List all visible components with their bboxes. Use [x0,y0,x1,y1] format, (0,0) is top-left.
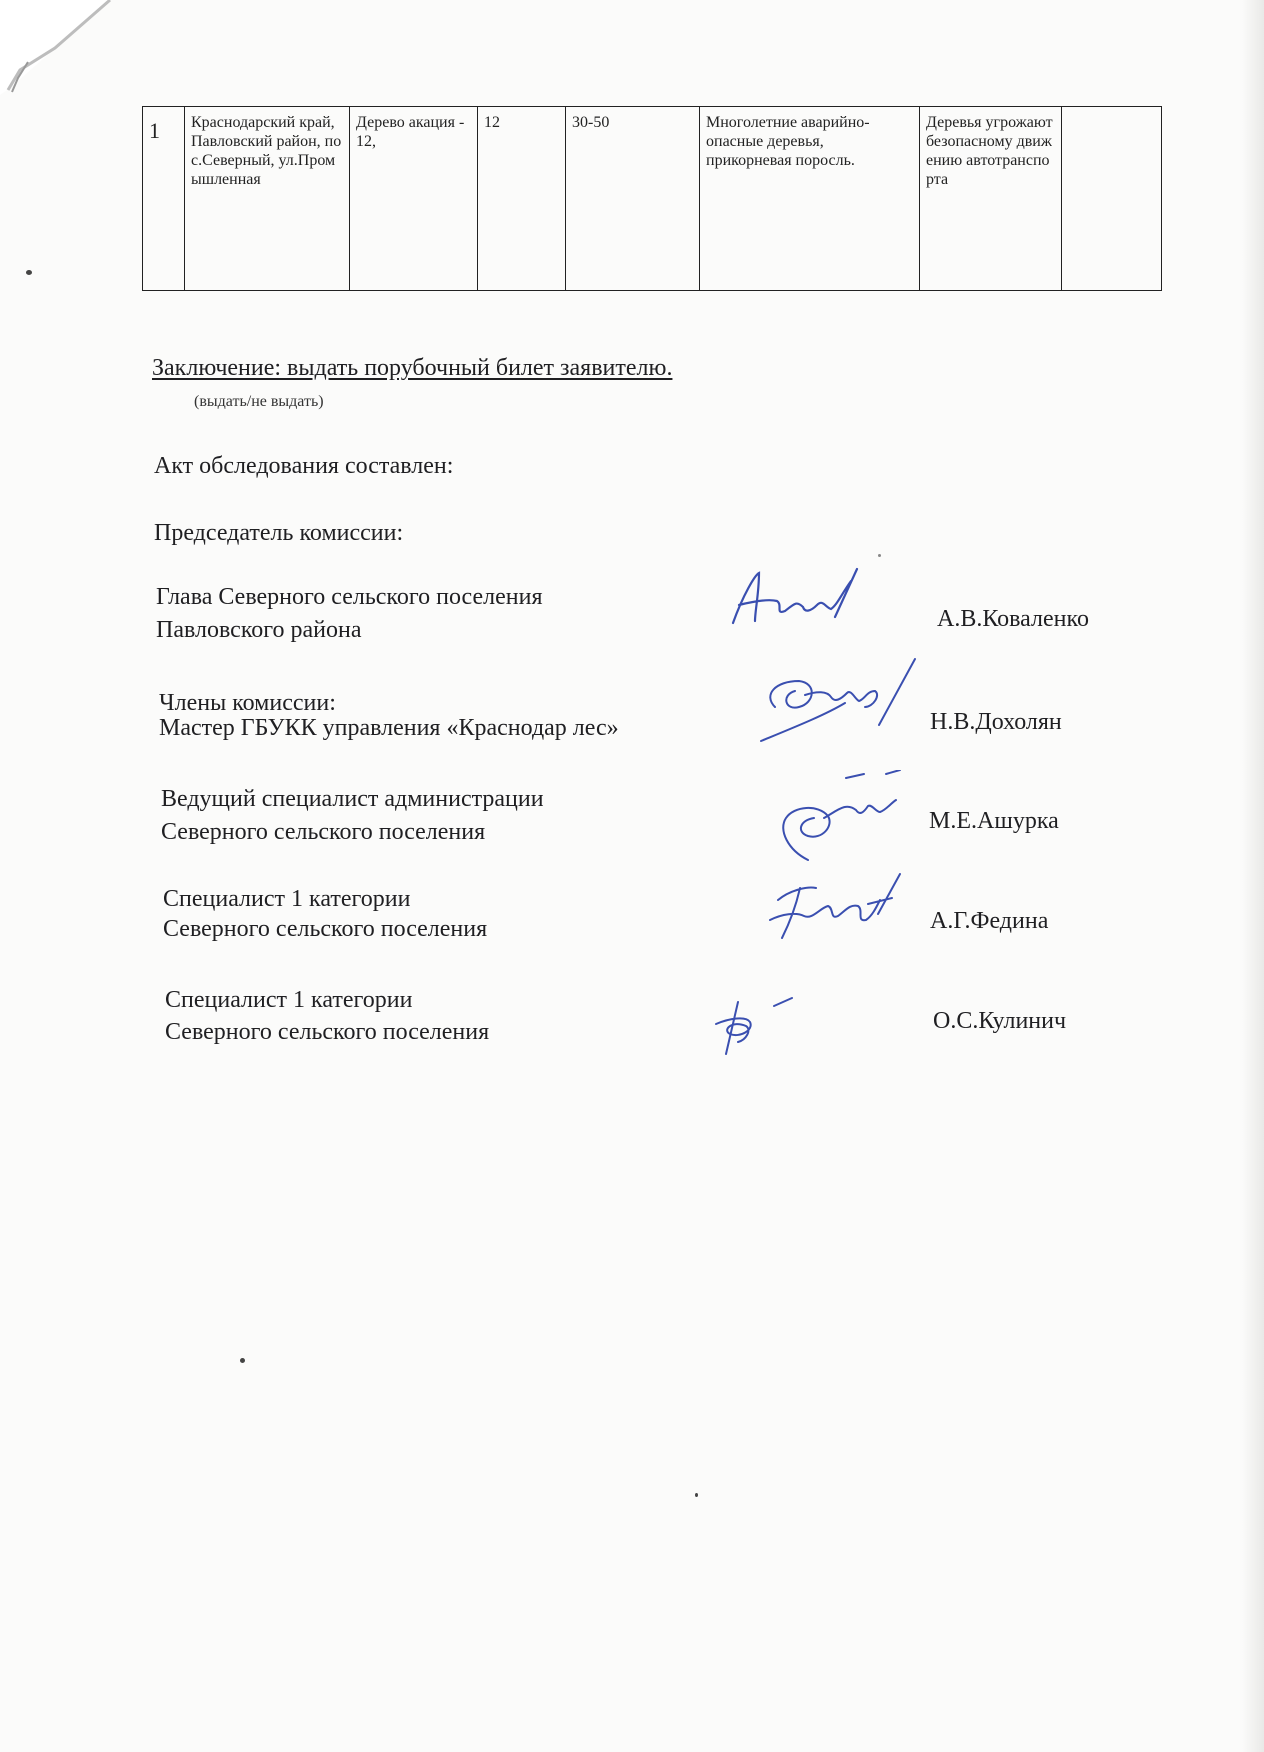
table-row [143,107,1162,291]
member-3-position-line2: Северного сельского поселения [163,916,488,942]
conclusion-hint: (выдать/не выдать) [194,393,324,410]
chairman-name: А.В.Коваленко [937,606,1089,632]
cell-note [1062,107,1162,291]
member-4-position-line1: Специалист 1 категории [165,987,413,1013]
members-label: Члены комиссии: [159,690,336,716]
cell-reason: Деревья угрожают безопасному движению автотранспорта [920,107,1062,291]
cell-diameter: 30-50 [566,107,700,291]
chairman-label: Председатель комиссии: [154,520,404,546]
member-2-position-line1: Ведущий специалист администрации [161,786,544,812]
member-3-position-line1: Специалист 1 категории [163,886,411,912]
signature-member-2 [768,770,908,865]
chairman-position-line2: Павловского района [156,617,362,643]
chairman-position-line1: Глава Северного сельского поселения [156,584,543,610]
signature-member-3 [760,870,905,950]
page-edge-shadow [1242,0,1264,1752]
conclusion-text: Заключение: выдать порубочный билет заявителю. [152,355,673,381]
row-number: 1 [143,107,185,291]
member-2-position-line2: Северного сельского поселения [161,819,486,845]
scan-speck [26,270,32,275]
cell-location [185,107,350,291]
member-2-name: М.Е.Ашурка [929,808,1059,834]
cell-count: 12 [478,107,566,291]
member-1-position-line1: Мастер ГБУКК управления «Краснодар лес» [159,715,619,741]
cell-condition: Многолетние аварийно-опасные деревья, прикорневая поросль. [700,107,920,291]
cell-location-text: Краснодарский край, Павловский район, пос.Северный, ул.Промышленная [191,114,342,188]
member-4-name: О.С.Кулинич [933,1008,1067,1034]
page-corner-fold [0,0,170,110]
cell-species: Дерево акация - 12, [350,107,478,291]
member-1-name: Н.В.Дохолян [930,709,1062,735]
scan-speck [240,1358,245,1363]
member-4-position-line2: Северного сельского поселения [165,1019,490,1045]
inspection-table [142,106,1162,291]
scan-speck [878,554,881,557]
signature-member-1 [755,655,925,750]
scan-speck [695,1493,698,1497]
member-3-name: А.Г.Федина [930,908,1049,934]
signature-chairman [725,565,865,635]
act-compiled-label: Акт обследования составлен: [154,453,454,479]
signature-member-4 [712,990,822,1060]
